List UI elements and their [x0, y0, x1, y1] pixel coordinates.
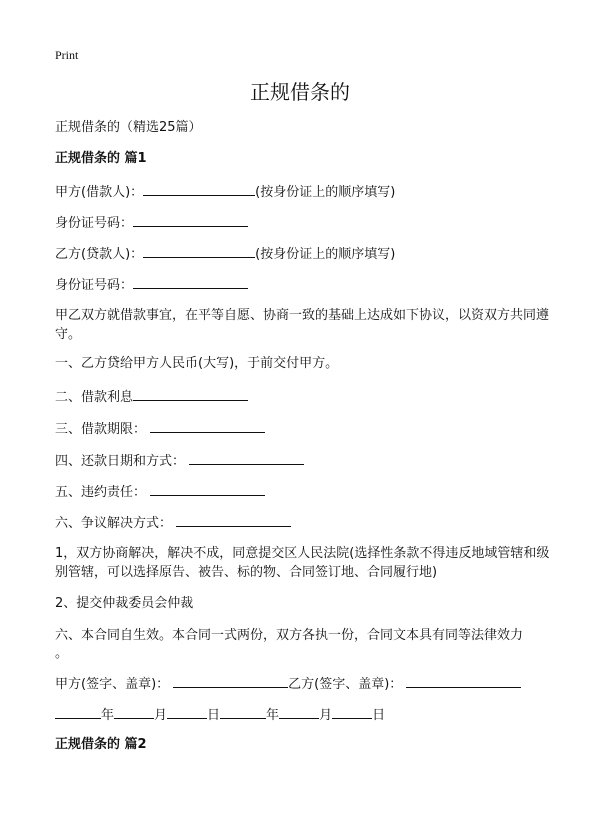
effect-clause-end: 。 — [55, 646, 69, 661]
day-blank-b[interactable] — [332, 706, 372, 719]
clause-5-label: 五、违约责任： — [55, 485, 147, 500]
clause-2 — [55, 388, 248, 406]
document-title: 正规借条的 — [250, 80, 350, 104]
borrower-id-line — [55, 276, 248, 294]
clause-5 — [55, 483, 265, 501]
clause-6-label: 六、争议解决方式： — [55, 516, 173, 531]
year-blank-a[interactable] — [55, 706, 101, 719]
party-a-signature-blank[interactable] — [173, 675, 288, 688]
effect-clause: 六、本合同自生效。本合同一式两份，双方各执一份，合同文本具有同等法律效力 — [55, 628, 524, 643]
lender-id-blank[interactable] — [133, 214, 248, 227]
interest-blank[interactable] — [133, 388, 248, 401]
borrower-line — [55, 245, 395, 263]
section-heading-1: 正规借条的 篇1 — [55, 151, 147, 166]
dispute-option-2: 2、提交仲裁委员会仲裁 — [55, 596, 194, 611]
borrower-name-blank[interactable] — [143, 245, 255, 258]
dispute-blank[interactable] — [176, 514, 291, 527]
id-label: 身份证号码： — [55, 216, 134, 231]
id-label: 身份证号码： — [55, 278, 134, 293]
clause-2-label: 二、借款利息 — [55, 390, 134, 405]
lender-note: (按身份证上的顺序填写) — [255, 185, 396, 200]
clause-6 — [55, 514, 291, 532]
year-label: 年 — [101, 708, 115, 723]
clause-1: 一、乙方贷给甲方人民币(大写)，于前交付甲方。 — [55, 356, 339, 371]
intro-paragraph: 甲乙双方就借款事宜，在平等自愿、协商一致的基础上达成如下协议，以资双方共同遵守。 — [55, 308, 550, 342]
clause-3 — [55, 420, 265, 438]
month-label: 月 — [319, 708, 333, 723]
clause-3-label: 三、借款期限： — [55, 422, 147, 437]
lender-id-line — [55, 214, 248, 232]
party-a-signature-label: 甲方(签字、盖章)： — [55, 677, 170, 692]
month-label: 月 — [154, 708, 168, 723]
lender-line — [55, 183, 395, 201]
signature-line — [55, 675, 521, 693]
liability-blank[interactable] — [150, 483, 265, 496]
borrower-id-blank[interactable] — [133, 276, 248, 289]
borrower-label: 乙方(贷款人)： — [55, 247, 144, 262]
term-blank[interactable] — [150, 420, 265, 433]
borrower-note: (按身份证上的顺序填写) — [255, 247, 396, 262]
year-blank-b[interactable] — [220, 706, 266, 719]
year-label: 年 — [266, 708, 280, 723]
section-heading-2: 正规借条的 篇2 — [55, 737, 147, 752]
day-label: 日 — [207, 708, 221, 723]
party-b-signature-blank[interactable] — [406, 675, 521, 688]
day-blank-a[interactable] — [167, 706, 207, 719]
day-label: 日 — [372, 708, 386, 723]
dispute-option-1: 1，双方协商解决，解决不成，同意提交区人民法院(选择性条款不得违反地域管辖和级别管辖，可以选择原告、被告、标的物、合同签订地、合同履行地) — [55, 546, 550, 580]
print-link[interactable]: Print — [55, 48, 79, 62]
repayment-blank[interactable] — [189, 452, 304, 465]
date-line — [55, 706, 385, 724]
document-subtitle: 正规借条的（精选25篇） — [55, 120, 202, 135]
month-blank-a[interactable] — [114, 706, 154, 719]
party-b-signature-label: 乙方(签字、盖章)： — [288, 677, 403, 692]
clause-4 — [55, 452, 304, 470]
lender-label: 甲方(借款人)： — [55, 185, 144, 200]
month-blank-b[interactable] — [279, 706, 319, 719]
lender-name-blank[interactable] — [143, 183, 255, 196]
clause-4-label: 四、还款日期和方式： — [55, 454, 186, 469]
